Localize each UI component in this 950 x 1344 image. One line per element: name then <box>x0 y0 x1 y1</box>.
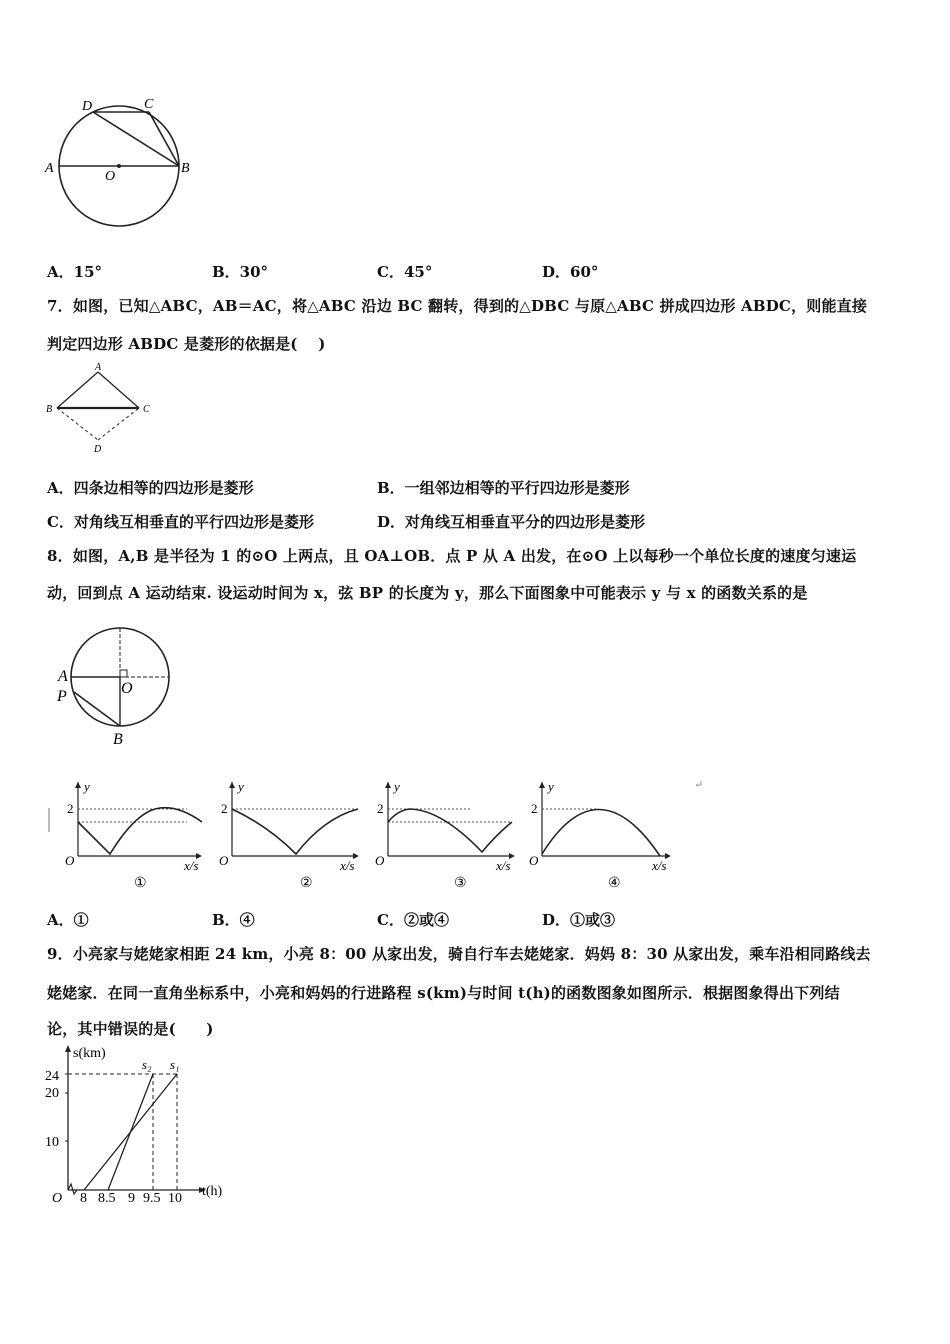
q9-xtick-8: 8 <box>80 1191 87 1206</box>
q8-text-line1: 8．如图，A,B 是半径为 1 的⊙O 上两点，且 OA⊥OB．点 P 从 A 出发，在⊙O 上以每秒一个单位长度的速度匀速运 <box>47 547 857 565</box>
q9-label-s2: s₂ <box>142 1057 152 1072</box>
scan-mark <box>48 808 50 832</box>
q6-circle-figure <box>40 92 200 232</box>
q8-option-a[interactable]: A．① <box>47 911 89 929</box>
g2-number: ② <box>300 876 313 891</box>
g2-y-label: y <box>238 779 244 794</box>
g3-y-label: y <box>394 779 400 794</box>
q7-text-line2: 判定四边形 ABDC 是菱形的依据是( ) <box>47 335 326 353</box>
g4-two-label: 2 <box>531 801 538 816</box>
q6-option-b[interactable]: B．30° <box>212 263 269 281</box>
g3-x-label: x/s <box>496 858 511 873</box>
q7-label-b: B <box>46 404 53 415</box>
q8-option-d[interactable]: D．①或③ <box>542 911 616 929</box>
q9-ylabel: s(km) <box>73 1046 106 1061</box>
g4-o-label: O <box>529 853 539 868</box>
q6-label-a: A <box>45 161 54 176</box>
q7-option-b[interactable]: B．一组邻边相等的平行四边形是菱形 <box>377 479 630 497</box>
g2-o-label: O <box>219 853 229 868</box>
g1-o-label: O <box>65 853 75 868</box>
q9-text-line2: 姥姥家．在同一直角坐标系中，小亮和妈妈的行进路程 s(km)与时间 t(h)的函数图象如图所示．根据图象得出下列结 <box>47 984 840 1002</box>
q8-label-a: A <box>58 668 68 685</box>
q8-graph-3 <box>372 776 522 892</box>
q8-graph-4 <box>526 776 676 892</box>
q9-text-line3: 论，其中错误的是( ) <box>47 1020 214 1038</box>
q8-circle-figure <box>48 618 188 748</box>
g3-o-label: O <box>375 853 385 868</box>
g1-two-label: 2 <box>67 801 74 816</box>
q7-label-a: A <box>95 362 102 373</box>
q9-xtick-10: 10 <box>168 1191 182 1206</box>
q9-xtick-9-5: 9.5 <box>143 1191 161 1206</box>
g4-number: ④ <box>608 876 621 891</box>
g4-x-label: x/s <box>652 858 667 873</box>
q9-ytick-24: 24 <box>45 1069 59 1084</box>
q6-label-o: O <box>105 169 116 184</box>
q9-origin: O <box>52 1191 63 1206</box>
g4-y-label: y <box>548 779 554 794</box>
q9-ytick-10: 10 <box>45 1135 59 1150</box>
q9-xtick-8-5: 8.5 <box>98 1191 116 1206</box>
g1-x-label: x/s <box>184 858 199 873</box>
return-mark: ↵ <box>694 778 704 791</box>
q8-label-b: B <box>113 731 123 748</box>
g3-number: ③ <box>454 876 467 891</box>
q9-text-line1: 9．小亮家与姥姥家相距 24 km，小亮 8：00 从家出发，骑自行车去姥姥家．妈妈 8：30 从家出发，乘车沿相同路线去 <box>47 945 871 963</box>
q6-label-b: B <box>181 161 190 176</box>
q9-distance-time-graph <box>40 1040 250 1210</box>
q7-text-line1: 7．如图，已知△ABC，AB＝AC，将△ABC 沿边 BC 翻转，得到的△DBC 与原△ABC 拼成四边形 ABDC，则能直接 <box>47 297 868 315</box>
q6-option-d[interactable]: D．60° <box>542 263 599 281</box>
q6-option-c[interactable]: C．45° <box>377 263 433 281</box>
q7-option-a[interactable]: A．四条边相等的四边形是菱形 <box>47 479 254 497</box>
q9-label-s1: s₁ <box>170 1057 180 1072</box>
q6-label-c: C <box>144 97 154 112</box>
q7-option-c[interactable]: C．对角线互相垂直的平行四边形是菱形 <box>47 513 314 531</box>
q7-rhombus-figure <box>40 360 165 458</box>
q8-label-p: P <box>57 688 67 705</box>
q7-label-d: D <box>94 444 102 455</box>
q8-graph-2 <box>216 776 366 892</box>
q8-graph-1 <box>62 776 212 892</box>
q8-label-o: O <box>121 680 133 697</box>
q8-text-line2: 动，回到点 A 运动结束. 设运动时间为 x，弦 BP 的长度为 y，那么下面图象中可能表示 y 与 x 的函数关系的是 <box>47 584 808 602</box>
g1-number: ① <box>134 876 147 891</box>
q9-xtick-9: 9 <box>128 1191 135 1206</box>
g2-x-label: x/s <box>340 858 355 873</box>
g2-two-label: 2 <box>221 801 228 816</box>
q7-option-d[interactable]: D．对角线互相垂直平分的四边形是菱形 <box>377 513 646 531</box>
q7-label-c: C <box>143 404 150 415</box>
q6-label-d: D <box>82 99 93 114</box>
q9-ytick-20: 20 <box>45 1086 59 1101</box>
g1-y-label: y <box>84 779 90 794</box>
q8-option-b[interactable]: B．④ <box>212 911 255 929</box>
g3-two-label: 2 <box>377 801 384 816</box>
q6-option-a[interactable]: A．15° <box>47 263 103 281</box>
q9-xlabel: t(h) <box>202 1184 223 1199</box>
q8-option-c[interactable]: C．②或④ <box>377 911 449 929</box>
